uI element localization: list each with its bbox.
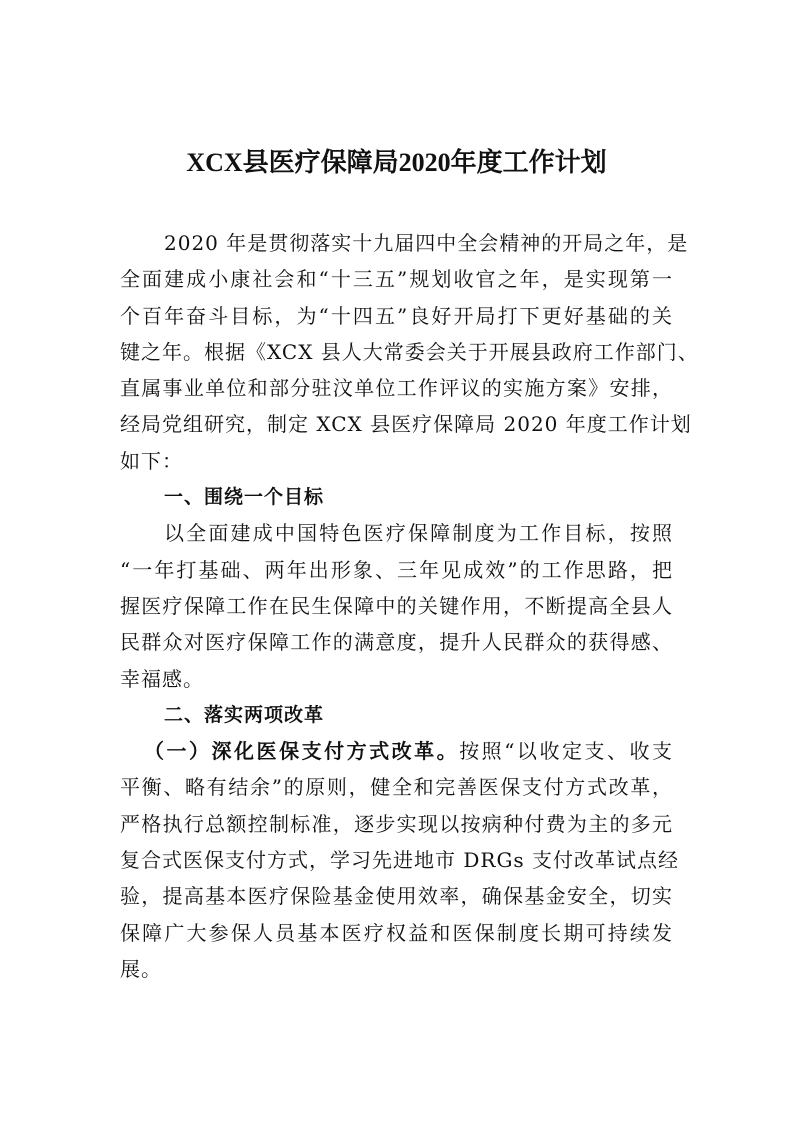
section-heading-1: 一、围绕一个目标 bbox=[164, 486, 325, 509]
document-title: XCX县医疗保障局2020年度工作计划 bbox=[186, 148, 607, 177]
paragraph-line: 直属事业单位和部分驻汶单位工作评议的实施方案》安排， bbox=[120, 376, 673, 401]
paragraph-line: 如下： bbox=[120, 448, 183, 473]
sub-heading: （一）深化医保支付方式改革。 bbox=[144, 739, 460, 764]
paragraph-line: 展。 bbox=[120, 956, 162, 981]
paragraph-line: 键之年。根据《XCX 县人大常委会关于开展县政府工作部门、 bbox=[120, 339, 699, 364]
paragraph-line: 全面建成小康社会和“十三五”规划收官之年，是实现第一 bbox=[120, 267, 673, 292]
document-body bbox=[120, 225, 699, 987]
paragraph-line: 个百年奋斗目标，为“十四五”良好开局打下更好基础的关 bbox=[120, 303, 673, 328]
paragraph-line: 握医疗保障工作在民生保障中的关键作用，不断提高全县人 bbox=[120, 593, 673, 618]
section-heading-2: 二、落实两项改革 bbox=[164, 703, 325, 726]
section-1-paragraph bbox=[120, 515, 673, 696]
paragraph-line: 经局党组研究，制定 XCX 县医疗保障局 2020 年度工作计划 bbox=[120, 412, 692, 437]
paragraph-line bbox=[120, 733, 673, 769]
paragraph-line: 保障广大参保人员基本医疗权益和医保制度长期可持续发 bbox=[120, 920, 673, 945]
paragraph-line: 复合式医保支付方式，学习先进地市 DRGs 支付改革试点经 bbox=[120, 848, 680, 873]
paragraph-line: 幸福感。 bbox=[120, 666, 204, 691]
paragraph-line: 以全面建成中国特色医疗保障制度为工作目标，按照 bbox=[164, 521, 673, 546]
paragraph-text: 按照“以收定支、收支 bbox=[459, 739, 674, 764]
paragraph-line: 严格执行总额控制标准，逐步实现以按病种付费为主的多元 bbox=[120, 811, 673, 836]
section-2-paragraph bbox=[120, 733, 680, 987]
intro-paragraph bbox=[120, 225, 699, 479]
paragraph-line: 民群众对医疗保障工作的满意度，提升人民群众的获得感、 bbox=[120, 630, 673, 655]
paragraph-line: 验，提高基本医疗保险基金使用效率，确保基金安全，切实 bbox=[120, 884, 673, 909]
paragraph-line: 2020 年是贯彻落实十九届四中全会精神的开局之年，是 bbox=[164, 231, 689, 255]
paragraph-line: “一年打基础、两年出形象、三年见成效”的工作思路，把 bbox=[120, 557, 673, 582]
paragraph-line: 平衡、略有结余”的原则，健全和完善医保支付方式改革， bbox=[120, 775, 673, 800]
